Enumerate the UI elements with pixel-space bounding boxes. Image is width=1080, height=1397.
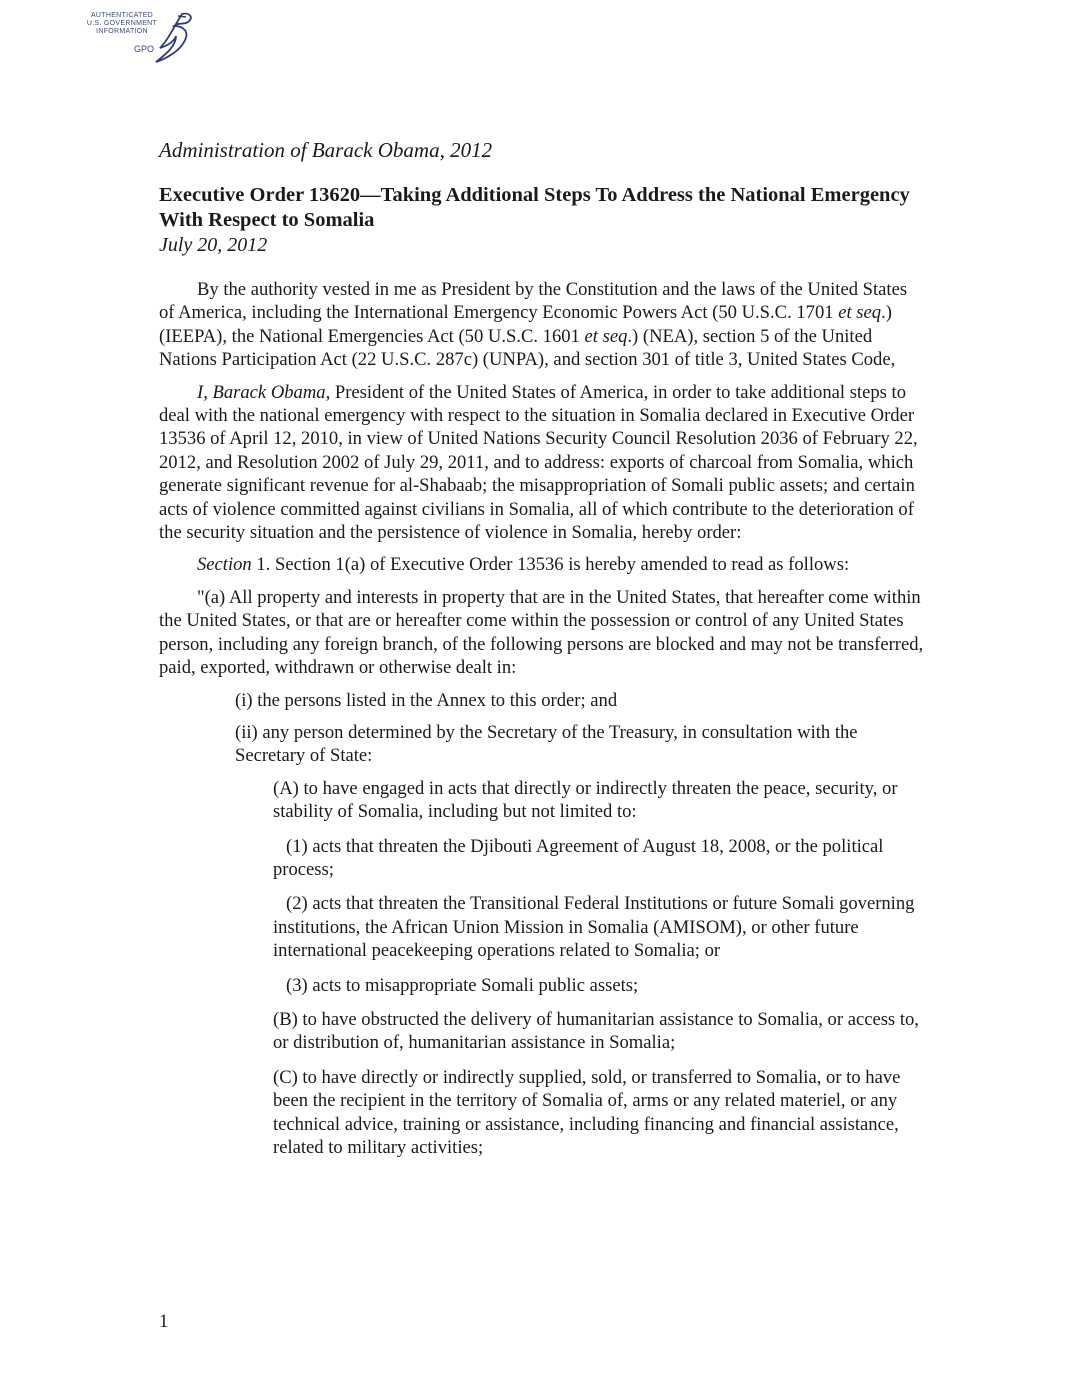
text-run: President of the United States of America, in order to take additional steps to deal with the national emergency with respect to the situation in Somalia declared in Executive Order 13536 of April 12, 2010, in view of United Nations Security Council Resolution 2036 of February 22, 2012, and Resolution 2002 of July 29, 2011, and to address: exports of charcoal from Somalia, which generate significant revenue for al-Shabaab; the misappropriation of Somali public assets; and certain acts of violence committed against civilians in Somalia, all of which contribute to the deterioration of the security situation and the persistence of violence in Somalia, hereby order: bbox=[159, 381, 918, 544]
clause-1: (1) acts that threaten the Djibouti Agreement of August 18, 2008, or the political process; bbox=[273, 835, 884, 880]
seal-line-1: AUTHENTICATED bbox=[90, 12, 154, 19]
text-run: By the authority vested in me as President by the Constitution and the laws of the United States of America, including the International Emergency Economic Powers Act (50 U.S.C. 1701 bbox=[159, 279, 908, 324]
section-label: Section bbox=[197, 554, 252, 576]
eagle-icon bbox=[138, 8, 198, 68]
document-title: Executive Order 13620—Taking Additional Steps To Address the National Emergency With Respect to Somalia bbox=[159, 184, 910, 231]
section-1-paragraph bbox=[159, 553, 924, 576]
administration-line: Administration of Barack Obama, 2012 bbox=[159, 138, 493, 162]
president-name: I, Barack Obama, bbox=[197, 381, 331, 403]
authority-paragraph bbox=[159, 278, 924, 372]
clause-ii: (ii) any person determined by the Secretary of the Treasury, in consultation with the Secretary of State: bbox=[235, 721, 858, 767]
clause-A: (A) to have engaged in acts that directly or indirectly threaten the peace, security, or stability of Somalia, including but not limited to: bbox=[273, 777, 898, 823]
clause-C: (C) to have directly or indirectly supplied, sold, or transferred to Somalia, or to have been the recipient in the territory of Somalia of, arms or any related materiel, or any technical advice, training or assistance, including financing and financial assistance, related to military activities; bbox=[273, 1066, 901, 1158]
page-number: 1 bbox=[159, 1311, 169, 1332]
seal-line-2: U.S. GOVERNMENT bbox=[86, 20, 158, 27]
gpo-authentication-seal bbox=[82, 8, 200, 66]
clause-2: (2) acts that threaten the Transitional Federal Institutions or future Somali governing institutions, the African Union Mission in Somalia (AMISOM), or other future international peacekeeping operations related to Somalia; or bbox=[273, 893, 915, 962]
subsection-a: "(a) All property and interests in property that are in the United States, that hereafter come within the United States, or that are or hereafter come within the possession or control of any United States person, including any foreign branch, of the following persons are blocked and may not be transferred, paid, exported, withdrawn or otherwise dealt in: bbox=[159, 586, 924, 679]
document-content bbox=[159, 137, 924, 1170]
seal-gpo-label: GPO bbox=[134, 44, 155, 54]
text-run: .) (IEEPA), the National Emergencies Act (50 U.S.C. 1601 bbox=[159, 302, 892, 347]
text-run: .) (NEA), section 5 of the United Nations Participation Act (22 U.S.C. 287c) (UNPA), and section 301 of title 3, United States Code, bbox=[159, 325, 896, 371]
italic-run: et seq bbox=[838, 302, 882, 324]
clause-B: (B) to have obstructed the delivery of humanitarian assistance to Somalia, or access to, or distribution of, humanitarian assistance in Somalia; bbox=[273, 1008, 919, 1054]
document-date: July 20, 2012 bbox=[159, 234, 268, 256]
text-run: 1. Section 1(a) of Executive Order 13536 is hereby amended to read as follows: bbox=[251, 554, 850, 576]
order-paragraph bbox=[159, 381, 924, 545]
clause-3: (3) acts to misappropriate Somali public assets; bbox=[286, 974, 639, 996]
seal-line-3: INFORMATION bbox=[96, 28, 148, 35]
italic-run: et seq bbox=[584, 325, 628, 347]
clause-i: (i) the persons listed in the Annex to this order; and bbox=[235, 689, 618, 711]
